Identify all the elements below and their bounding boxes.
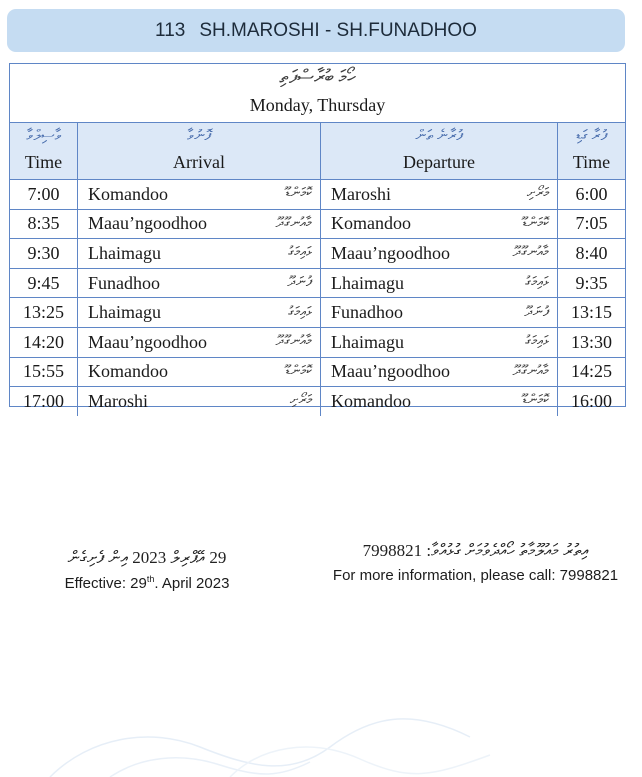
- departure-header: [321, 123, 558, 179]
- departure-place-dv: ޅައިމަގު: [524, 334, 549, 350]
- table-row: [10, 269, 625, 299]
- route-number: 113: [155, 19, 186, 41]
- departure-time: 8:40: [575, 242, 608, 263]
- departure-place: Maau’ngoodhoo: [331, 361, 450, 382]
- arrival-header-dv: ފޮނުވާ: [186, 128, 212, 144]
- departure-place: Lhaimagu: [331, 272, 404, 293]
- effective-date: [47, 574, 247, 592]
- departure-place-dv: މަރޯށި: [526, 186, 549, 202]
- departure-time: 6:00: [575, 183, 608, 204]
- contact-block: [328, 541, 623, 584]
- effective-prefix: Effective:: [64, 575, 126, 592]
- arrival-time-cell: [10, 180, 78, 209]
- departure-time: 7:05: [575, 213, 608, 234]
- departure-cell: [321, 387, 558, 416]
- effective-date-dv: 29 އޭޕްރިލް 2023 އިން ފެށިގެން: [67, 548, 227, 567]
- departure-place: Komandoo: [331, 213, 411, 234]
- departure-place-dv: ކޮމަންޑޫ: [522, 393, 549, 409]
- departure-place: Lhaimagu: [331, 331, 404, 352]
- effective-suffix: th: [146, 574, 155, 584]
- arrival-time-cell: [10, 328, 78, 357]
- departure-place: Maau’ngoodhoo: [331, 242, 450, 263]
- arrival-time: 9:45: [27, 272, 60, 293]
- arrival-place-dv: މާއުނގޫދޫ: [275, 215, 312, 231]
- arrival-header-label: Arrival: [173, 152, 225, 172]
- departure-place-dv: ޅައިމަގު: [524, 275, 549, 291]
- arrival-time-header: [10, 123, 78, 179]
- departure-time: 9:35: [575, 272, 608, 293]
- arrival-place: Lhaimagu: [88, 242, 161, 263]
- departure-place-dv: މާއުނގޫދޫ: [512, 245, 549, 261]
- arrival-time-cell: [10, 298, 78, 327]
- departure-cell: [321, 328, 558, 357]
- departure-time: 13:30: [570, 331, 612, 352]
- arrival-time-cell: [10, 358, 78, 387]
- effective-day: 29: [130, 575, 147, 592]
- departure-place: Komandoo: [331, 390, 411, 411]
- arrival-cell: [78, 180, 321, 209]
- arrival-place-dv: ކޮމަންޑޫ: [285, 186, 312, 202]
- departure-time-cell: [558, 269, 625, 298]
- departure-place-dv: މާއުނގޫދޫ: [512, 363, 549, 379]
- table-row: [10, 298, 625, 328]
- departure-time: 14:25: [570, 361, 612, 382]
- departure-place-dv: ކޮމަންޑޫ: [522, 215, 549, 231]
- table-row: [10, 180, 625, 210]
- departure-time-header: [558, 123, 625, 179]
- departure-place: Funadhoo: [331, 302, 403, 323]
- arrival-time: 17:00: [22, 390, 64, 411]
- timetable: [9, 63, 626, 411]
- arrival-place-dv: މާއުނގޫދޫ: [275, 334, 312, 350]
- arrival-cell: [78, 269, 321, 298]
- arrival-time-header-label: Time: [24, 152, 63, 172]
- departure-time-header-dv: ފުރާ ގަޑި: [576, 128, 607, 144]
- departure-time-cell: [558, 180, 625, 209]
- departure-cell: [321, 269, 558, 298]
- route-banner: [7, 9, 625, 52]
- arrival-place-dv: ފުނަދޫ: [287, 275, 312, 291]
- arrival-cell: [78, 387, 321, 416]
- arrival-time-cell: [10, 387, 78, 416]
- arrival-time: 7:00: [27, 183, 60, 204]
- arrival-time: 8:35: [27, 213, 60, 234]
- arrival-place: Funadhoo: [88, 272, 160, 293]
- table-row: [10, 239, 625, 269]
- column-headers: [10, 123, 625, 180]
- arrival-place: Maroshi: [88, 390, 148, 411]
- departure-cell: [321, 239, 558, 268]
- arrival-time-header-dv: ވާސިލްވާ: [26, 128, 61, 144]
- departure-time: 16:00: [570, 390, 612, 411]
- departure-time-cell: [558, 358, 625, 387]
- arrival-time-cell: [10, 210, 78, 239]
- arrival-place: Komandoo: [88, 183, 168, 204]
- arrival-cell: [78, 298, 321, 327]
- arrival-time: 9:30: [27, 242, 60, 263]
- arrival-header: [78, 123, 321, 179]
- arrival-cell: [78, 358, 321, 387]
- arrival-place-dv: ޅައިމަގު: [287, 304, 312, 320]
- departure-time-cell: [558, 239, 625, 268]
- timetable-rows: [10, 180, 625, 416]
- decorative-wave-watermark: [30, 667, 550, 777]
- effective-rest: . April 2023: [154, 575, 230, 592]
- arrival-place: Komandoo: [88, 361, 168, 382]
- table-row: [10, 358, 625, 388]
- departure-cell: [321, 210, 558, 239]
- effective-date-block: [47, 548, 247, 592]
- arrival-time: 13:25: [22, 302, 64, 323]
- departure-header-dv: ފުރާނެ ތަން: [415, 128, 463, 144]
- route-name: SH.MAROSHI - SH.FUNADHOO: [199, 19, 477, 41]
- arrival-cell: [78, 239, 321, 268]
- days-label: Monday, Thursday: [249, 95, 386, 115]
- departure-time-cell: [558, 210, 625, 239]
- departure-time-cell: [558, 328, 625, 357]
- arrival-place: Maau’ngoodhoo: [88, 331, 207, 352]
- arrival-time-cell: [10, 269, 78, 298]
- arrival-cell: [78, 328, 321, 357]
- arrival-cell: [78, 210, 321, 239]
- departure-time-header-label: Time: [572, 152, 611, 172]
- departure-cell: [321, 180, 558, 209]
- arrival-place-dv: ކޮމަންޑޫ: [285, 363, 312, 379]
- departure-time: 13:15: [570, 302, 612, 323]
- departure-time-cell: [558, 387, 625, 416]
- departure-time-cell: [558, 298, 625, 327]
- arrival-place-dv: ޅައިމަގު: [287, 245, 312, 261]
- table-row: [10, 210, 625, 240]
- departure-cell: [321, 298, 558, 327]
- table-row: [10, 387, 625, 416]
- departure-cell: [321, 358, 558, 387]
- timetable-header: [10, 64, 625, 123]
- contact-dv: އިތުރު މައުލޫމާތު ހޯއްދެވުމަށް ގުޅުއްވާ: 7998821: [362, 541, 589, 560]
- arrival-time: 15:55: [22, 361, 64, 382]
- departure-header-label: Departure: [403, 152, 475, 172]
- table-row: [10, 328, 625, 358]
- days-dhivehi: ހޯމަ ބުރާސްފަތި: [279, 67, 356, 88]
- departure-place-dv: ފުނަދޫ: [524, 304, 549, 320]
- arrival-place-dv: މަރޯށި: [289, 393, 312, 409]
- contact-info: For more information, please call: 7998821: [332, 567, 619, 584]
- arrival-time-cell: [10, 239, 78, 268]
- departure-place: Maroshi: [331, 183, 391, 204]
- arrival-time: 14:20: [22, 331, 64, 352]
- arrival-place: Lhaimagu: [88, 302, 161, 323]
- arrival-place: Maau’ngoodhoo: [88, 213, 207, 234]
